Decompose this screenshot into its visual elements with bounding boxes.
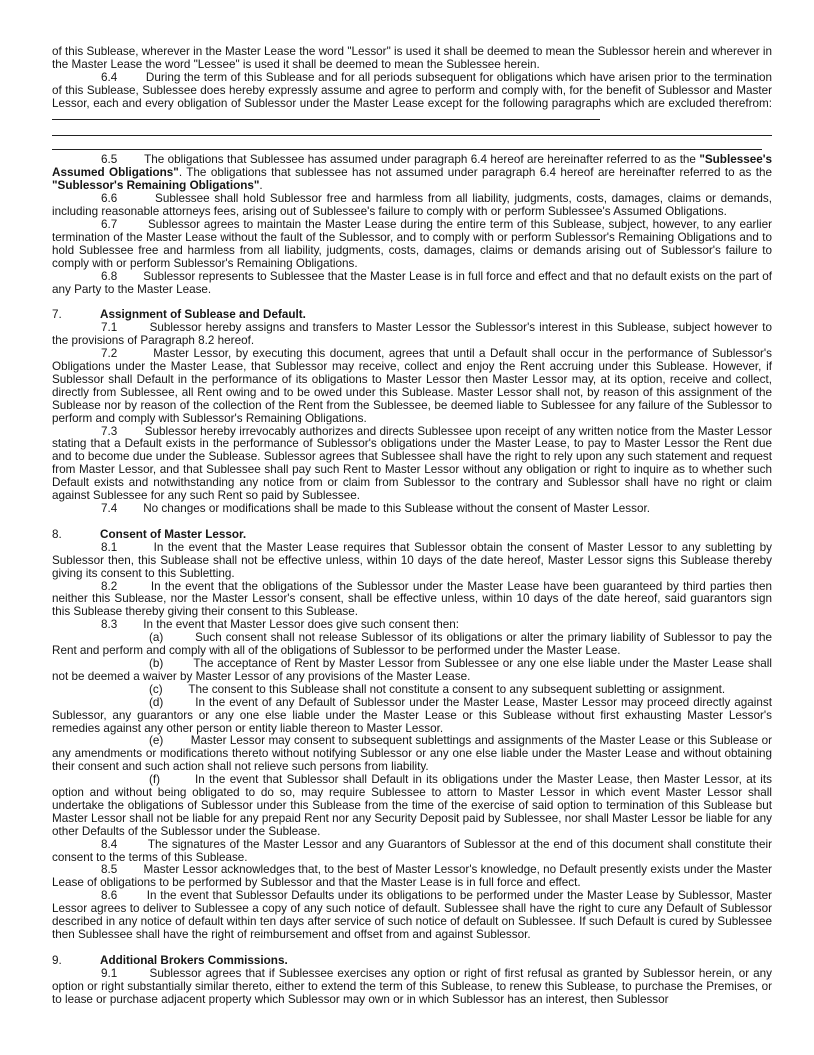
paragraph-8-3: 8.3 In the event that Master Lessor does give such consent then: bbox=[101, 618, 459, 632]
subparagraph-8-3-b: (b) The acceptance of Rent by Master Lessor from Sublessee or any one else liable under the Master Lease shall not be deemed a waiver by Master Lessor of any provisions of the Master Lease. bbox=[52, 656, 772, 683]
paragraph-6-4: 6.4 During the term of this Sublease and for all periods subsequent for obligations which have arisen prior to the termination of this Sublease, Sublessee does hereby expressly assume and agree to perform and comply with, for the benefit of Sublessor and Master Lessor, each and every obligation of Sublessor under the Master Lease except for the following paragraphs which are excluded therefrom: bbox=[0, 72, 814, 124]
paragraph-6-5: 6.5 The obligations that Sublessee has assumed under paragraph 6.4 hereof are hereinafter referred to as the "Sublessee's Assumed Obligations". The obligations that sublessee has not assumed under paragraph 6.4 hereof are hereinafter referred to as the "Sublessor's Remaining Obligations". bbox=[52, 153, 772, 193]
paragraph-6-6: 6.6 Sublessee shall hold Sublessor free and harmless from all liability, judgments, costs, damages, claims or demands, including reasonable attorneys fees, arising out of Sublessee's failure to comply with or perform Sublessee's Assumed Obligations. bbox=[52, 192, 773, 219]
paragraph-number: 6.4 bbox=[101, 70, 118, 84]
subparagraph-8-3-e: (e) Master Lessor may consent to subsequent sublettings and assignments of the Master Lease or this Sublease or any amendments or modifications thereto without notifying Sublessor or any one else liable under the Master Lease and without obtaining their consent and such action shall not relieve such persons from liability. bbox=[52, 734, 772, 774]
subparagraph-8-3-a: (a) Such consent shall not release Sublessor of its obligations or alter the primary liability of Sublessor to pay the Rent and perform and comply with all of the obligations of Sublessor to be performed under the Master Lease. bbox=[52, 631, 772, 658]
subparagraph-8-3-d: (d) In the event of any Default of Sublessor under the Master Lease, Master Lessor may proceed directly against Sublessor, any guarantors or any one else liable under the Master Lease or this Sublease without first exhausting Master Lessor's remedies against any other person or entity liable thereon to Master Lessor. bbox=[52, 695, 772, 735]
paragraph-8-2: 8.2 In the event that the obligations of the Sublessor under the Master Lease have been guaranteed by third parties then neither this Sublease, nor the Master Lessor's consent, shall be effective unless, within 10 days of the date hereof, said guarantors sign this Sublease thereby giving their consent to this Sublease. bbox=[52, 579, 772, 619]
paragraph-8-4: 8.4 The signatures of the Master Lessor and any Guarantors of Sublessor at the end of this document shall constitute their consent to the terms of this Sublease. bbox=[52, 837, 772, 864]
paragraph-8-5: 8.5 Master Lessor acknowledges that, to the best of Master Lessor's knowledge, no Default presently exists under the Master Lease of obligations to be performed by Sublessor and that the Master Lease is in full force and effect. bbox=[52, 863, 772, 890]
blank-line bbox=[52, 119, 600, 120]
paragraph-9-1: 9.1 Sublessor agrees that if Sublessee exercises any option or right of first refusal as granted by Sublessor herein, or any option or right substantially similar thereto, either to extend the term of this Sublease, to renew this Sublease, to purchase the Premises, or to lease or purchase adjacent property which Sublessor may own or in which Sublessor has an interest, then Sublessor bbox=[52, 966, 772, 1006]
defined-term: "Sublessee's Assumed Obligations" bbox=[52, 153, 772, 180]
paragraph-8-1: 8.1 In the event that the Master Lease requires that Sublessor obtain the consent of Master Lessor to any subletting by Sublessor then, this Sublease shall not be effective unless, within 10 days of the date hereof, Master Lessor signs this Sublease thereby giving its consent to this Subletting. bbox=[52, 540, 772, 580]
paragraph-7-1: 7.1 Sublessor hereby assigns and transfers to Master Lessor the Sublessor's interest in this Sublease, subject however to the provisions of Paragraph 8.2 hereof. bbox=[52, 321, 772, 348]
section-8-heading: 8. Consent of Master Lessor. bbox=[52, 527, 247, 541]
subparagraph-8-3-c: (c) The consent to this Sublease shall not constitute a consent to any subsequent subletting or assignment. bbox=[149, 682, 726, 696]
blank-line-full bbox=[52, 149, 762, 150]
paragraph-continuation: of this Sublease, wherever in the Master Lease the word "Lessor" is used it shall be deemed to mean the Sublessor herein and wherever in the Master Lease the word "Lessee" is used it shall be deemed to mean the Sublessee herein. bbox=[52, 45, 772, 71]
paragraph-8-6: 8.6 In the event that Sublessor Defaults under its obligations to be performed under the Master Lease by Sublessor, Master Lessor agrees to deliver to Sublessee a copy of any such notice of default. Sublessee shall have the right to cure any Default of Sublessor described in any notice of default within ten days after service of such notice of default on Sublessee. If such Default is cured by Sublessee then Sublessee shall have the right of reimbursement and offset from and against Sublessor. bbox=[52, 889, 772, 941]
section-9-heading: 9. Additional Brokers Commissions. bbox=[52, 953, 288, 967]
defined-term: "Sublessor's Remaining Obligations" bbox=[52, 179, 260, 193]
subparagraph-8-3-f: (f) In the event that Sublessor shall Default in its obligations under the Master Lease, then Master Lessor, at its option and without being obligated to do so, may require Sublessee to attorn to Master Lessor in which event Master Lessor shall undertake the obligations of Sublessor under this Sublease from the time of the exercise of said option to termination of this Sublease but Master Lessor shall not be liable for any prepaid Rent nor any Security Deposit paid by Sublessee, nor shall Master Lessor be liable for any other Defaults of the Sublessor under the Sublease. bbox=[52, 773, 772, 838]
paragraph-7-4: 7.4 No changes or modifications shall be made to this Sublease without the consent of Master Lessor. bbox=[101, 502, 650, 515]
paragraph-7-3: 7.3 Sublessor hereby irrevocably authorizes and directs Sublessee upon receipt of any written notice from the Master Lessor stating that a Default exists in the performance of Sublessor's obligations under the Master Lease, to pay to Master Lessor the Rent due and to become due under the Sublease. Sublessor agrees that Sublessee shall have the right to rely upon any such statement and request from Master Lessor, and that Sublessee shall pay such Rent to Master Lessor without any obligation or right to inquire as to whether such Default exists and notwithstanding any notice from or claim from Sublessor to the contrary and Sublessor shall have no right or claim against Sublessee for any such Rent so paid by Sublessee. bbox=[52, 424, 772, 503]
blank-line-full bbox=[52, 135, 772, 136]
paragraph-6-8: 6.8 Sublessor represents to Sublessee that the Master Lease is in full force and effect and that no default exists on the part of any Party to the Master Lease. bbox=[52, 269, 772, 296]
section-7-heading: 7. Assignment of Sublease and Default. bbox=[52, 308, 306, 322]
paragraph-6-7: 6.7 Sublessor agrees to maintain the Master Lease during the entire term of this Sublease, subject, however, to any earlier termination of the Master Lease without the fault of the Sublessor, and to comply with or perform Sublessor's Remaining Obligations and to hold Sublessee free and harmless from all liability, judgments, costs, damages, claims or demands arising out of Sublessor's failure to comply with or perform Sublessor's Remaining Obligations. bbox=[52, 217, 772, 270]
paragraph-7-2: 7.2 Master Lessor, by executing this document, agrees that until a Default shall occur in the performance of Sublessor's Obligations under the Master Lease, that Sublessor may receive, collect and enjoy the Rent accruing under this Sublease. However, if Sublessor shall Default in the performance of its obligations to Master Lessor then Master Lessor may, at its option, receive and collect, directly from Sublessee, all Rent owing and to be owed under this Sublease. Master Lessor shall not, by reason of this assignment of the Sublease nor by reason of the collection of the Rent from the Sublessee, be deemed liable to Sublessee for any failure of the Sublessor to perform and comply with Sublessor's Remaining Obligations. bbox=[52, 347, 772, 425]
